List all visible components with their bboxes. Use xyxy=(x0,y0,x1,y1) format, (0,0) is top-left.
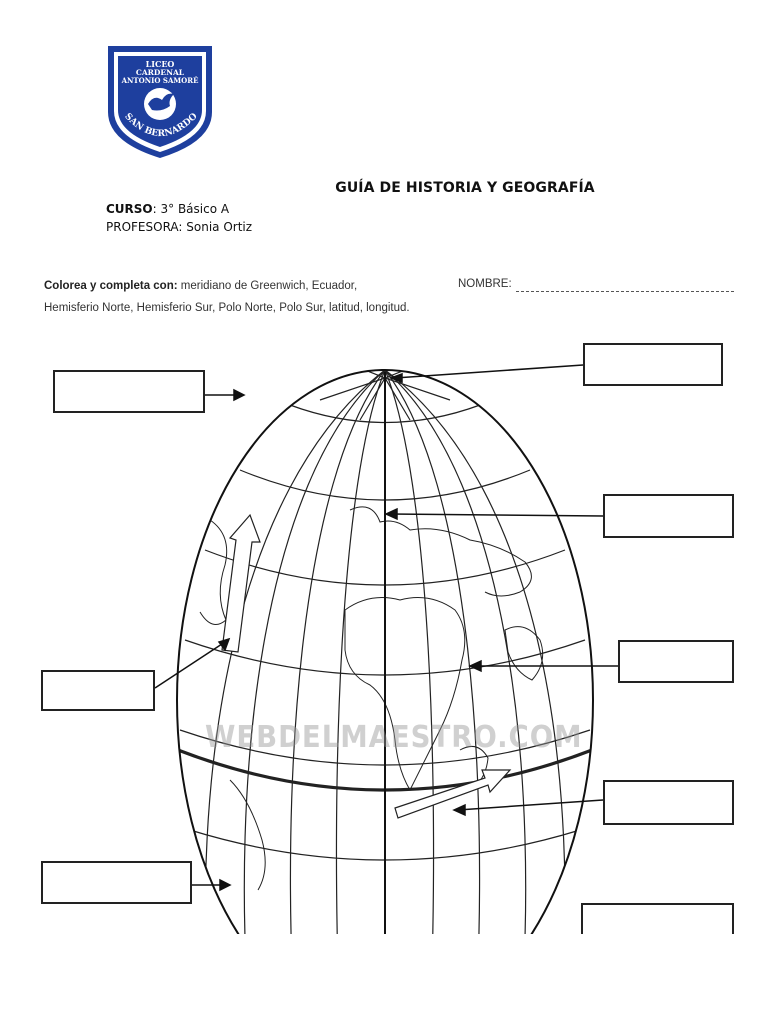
name-field[interactable] xyxy=(516,291,734,292)
course-value: : 3° Básico A xyxy=(152,202,230,216)
globe-diagram xyxy=(0,330,768,934)
school-logo xyxy=(104,42,216,160)
logo-line1: LICEO xyxy=(145,59,175,69)
logo-line2: CARDENAL xyxy=(135,68,185,77)
answer-box-polo-sur[interactable] xyxy=(581,903,734,934)
answer-box-latitud[interactable] xyxy=(41,670,155,711)
name-label: NOMBRE: xyxy=(458,278,512,290)
course-label: CURSO xyxy=(106,202,153,216)
logo-city: SAN BERNARDO xyxy=(122,111,200,140)
teacher-info: PROFESORA: Sonia Ortiz xyxy=(106,220,253,234)
answer-box-hemisferio-sur[interactable] xyxy=(41,861,192,904)
watermark: WEBDELMAESTRO.COM xyxy=(205,720,583,755)
course-info xyxy=(106,202,229,216)
instructions-text1: meridiano de Greenwich, Ecuador, xyxy=(177,280,358,292)
answer-box-polo-norte[interactable] xyxy=(583,343,723,386)
instructions-text2: Hemisferio Norte, Hemisferio Sur, Polo Norte, Polo Sur, latitud, longitud. xyxy=(44,302,410,314)
instructions xyxy=(44,275,444,319)
answer-box-paralelo[interactable] xyxy=(618,640,734,683)
document-title: GUÍA DE HISTORIA Y GEOGRAFÍA xyxy=(335,180,595,196)
answer-box-hemisferio-norte[interactable] xyxy=(53,370,205,413)
answer-box-longitud[interactable] xyxy=(603,780,734,825)
instructions-lead: Colorea y completa con: xyxy=(44,280,178,292)
logo-line3: ANTONIO SAMORÉ xyxy=(121,76,199,85)
answer-box-greenwich[interactable] xyxy=(603,494,734,538)
